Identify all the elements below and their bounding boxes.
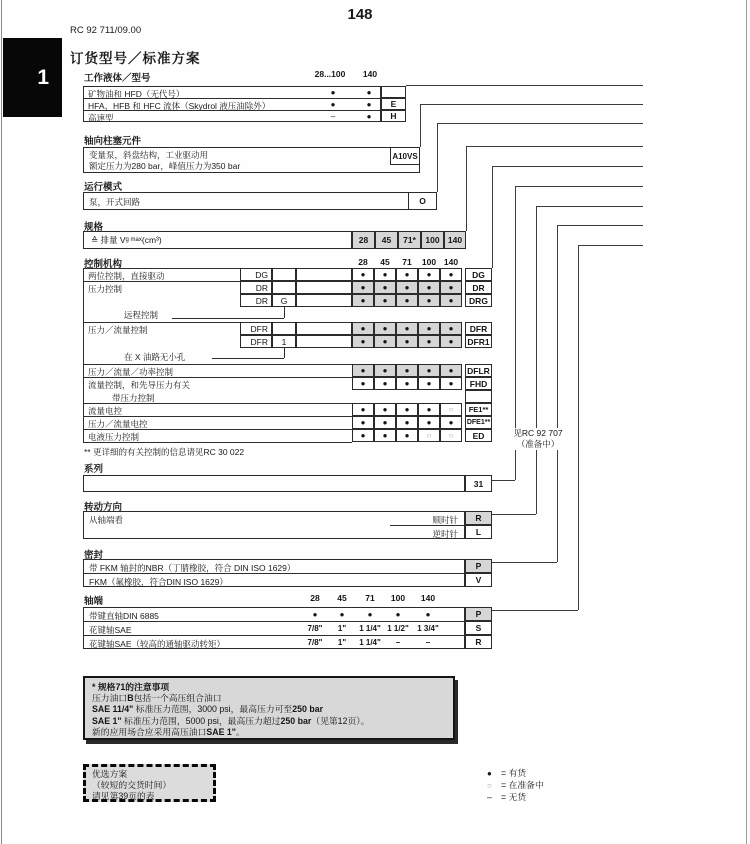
- availability-dot: ●: [396, 416, 418, 429]
- availability-dot: ●: [396, 403, 418, 416]
- mode-label: 泵，开式回路: [89, 197, 141, 207]
- control-note-label: 远程控制: [124, 310, 159, 320]
- connector-series-stub: [492, 480, 515, 481]
- series-table-frame: [83, 475, 465, 492]
- availability-dot: ●: [374, 377, 396, 390]
- availability-circle: ○: [440, 403, 462, 416]
- availability-dot: ●: [418, 416, 440, 429]
- series-header: 系列: [84, 464, 104, 475]
- preferred-line2: （较短的交货时间）: [92, 780, 172, 790]
- fluid-col1-header: 28...100: [314, 69, 346, 79]
- availability-dot: ●: [312, 609, 318, 619]
- availability-dot: ●: [418, 294, 440, 307]
- connector-size: [466, 146, 643, 147]
- size-code-cell: 140: [444, 231, 466, 249]
- control-code-cell: DR: [465, 281, 492, 294]
- availability-dot: ●: [396, 294, 418, 307]
- seals-row-label: 带 FKM 轴封的NBR（丁腈橡胶，符合 DIN ISO 1629）: [89, 563, 296, 573]
- availability-dot: ●: [366, 111, 372, 121]
- fluid-col2-header: 140: [362, 69, 378, 79]
- availability-dot: ●: [418, 364, 440, 377]
- availability-dot: ●: [339, 609, 345, 619]
- connector-seals: [557, 225, 643, 226]
- availability-dot: ●: [374, 294, 396, 307]
- size71-note-box: [83, 676, 455, 740]
- chapter-tab: [3, 38, 62, 117]
- availability-dot: ●: [396, 268, 418, 281]
- shaft-header: 轴端: [84, 596, 104, 607]
- availability-dot: ●: [418, 335, 440, 348]
- legend-item: [487, 790, 526, 803]
- remote-control-pointer-line: [172, 318, 284, 319]
- availability-dot: ●: [396, 281, 418, 294]
- connector-shaft: [578, 245, 643, 246]
- control-row-label: 压力控制: [88, 284, 123, 294]
- control-gap-cell: [296, 268, 352, 281]
- control-row-label: 压力／流量控制: [88, 325, 148, 335]
- availability-dot: ●: [395, 609, 401, 619]
- control-col-header: 100: [421, 256, 437, 267]
- page-left-edge: [1, 0, 2, 844]
- availability-dot: ●: [352, 403, 374, 416]
- control-row-label: 两位控制，直接驱动: [88, 271, 165, 281]
- availability-dot: ●: [396, 377, 418, 390]
- connector-shaft-v: [578, 245, 579, 610]
- control-row-label: 压力／流量／功率控制: [88, 367, 174, 377]
- shaft-code-cell: P: [465, 607, 492, 621]
- shaft-size-value: 1": [337, 637, 347, 647]
- availability-dot: ●: [440, 364, 462, 377]
- control-col-header: 28: [358, 256, 368, 267]
- availability-dot: ●: [440, 268, 462, 281]
- control-subcode1: DFR: [240, 335, 272, 348]
- side-note-line1: 见RC 92 707: [513, 428, 563, 438]
- availability-dot: ●: [367, 609, 373, 619]
- control-code-cell: DRG: [465, 294, 492, 307]
- preferred-line1: 优选方案: [92, 769, 128, 779]
- control-code-cell: DFLR: [465, 364, 492, 377]
- side-note: [498, 428, 578, 450]
- shaft-size-value: 7/8": [307, 637, 323, 647]
- availability-dot: ●: [330, 87, 336, 97]
- availability-dot: ●: [440, 416, 462, 429]
- control-col-header: 45: [380, 256, 390, 267]
- seals-code-cell: P: [465, 559, 492, 573]
- availability-dot: ●: [374, 416, 396, 429]
- control-subcode1: DFR: [240, 322, 272, 335]
- preferred-program-box: [83, 764, 216, 802]
- filled-dot-icon: ●: [487, 769, 492, 778]
- availability-dot: ●: [418, 268, 440, 281]
- availability-dot: ●: [352, 281, 374, 294]
- control-gap-cell: [296, 335, 352, 348]
- connector-mode: [437, 123, 643, 124]
- no-orifice-pointer-hook: [284, 348, 285, 358]
- control-row-sep: [83, 416, 352, 417]
- availability-dot: ●: [352, 377, 374, 390]
- control-col-header: 140: [443, 256, 459, 267]
- control-subcode2: [272, 322, 296, 335]
- availability-dot: ●: [352, 364, 374, 377]
- availability-dot: ●: [396, 429, 418, 442]
- rotation-code-cell: R: [465, 511, 492, 525]
- page-number: 148: [347, 6, 373, 23]
- control-gap-cell: [296, 281, 352, 294]
- availability-dot: ●: [374, 429, 396, 442]
- rotation-header: 转动方向: [84, 502, 123, 513]
- control-subcode2: G: [272, 294, 296, 307]
- control-code-cell: DG: [465, 268, 492, 281]
- shaft-row-label: 带键直轴DIN 6885: [89, 611, 159, 621]
- control-row-label: 电液压力控制: [88, 432, 140, 442]
- availability-dot: ●: [352, 429, 374, 442]
- size-code-cell: 45: [375, 231, 398, 249]
- control-code-cell: FHD: [465, 377, 492, 390]
- availability-dot: ●: [352, 268, 374, 281]
- control-subcode1: DR: [240, 294, 272, 307]
- fluid-row-label: 高速型: [88, 113, 114, 123]
- availability-dot: ●: [352, 322, 374, 335]
- mode-code-cell: O: [408, 192, 437, 210]
- connector-series: [515, 186, 643, 187]
- legend-text: = 在准备中: [501, 780, 544, 790]
- connector-seals-v: [557, 225, 558, 562]
- connector-rotation-stub: [492, 514, 536, 515]
- availability-circle: ○: [440, 429, 462, 442]
- side-note-line2: （准备中）: [516, 439, 560, 449]
- availability-dot: ●: [418, 281, 440, 294]
- fluid-code-cell: [381, 86, 406, 98]
- availability-dot: ●: [374, 281, 396, 294]
- fluid-row-label: HFA、HFB 和 HFC 流体（Skydrol 液压油除外）: [88, 101, 271, 111]
- doc-code: RC 92 711/09.00: [70, 25, 142, 36]
- shaft-size-value: 7/8": [307, 623, 323, 633]
- size-label-prefix: ≙ 排量 V: [91, 235, 126, 245]
- availability-dot: ●: [352, 335, 374, 348]
- availability-dot: ●: [330, 99, 336, 109]
- axial-header: 轴向柱塞元件: [84, 136, 142, 147]
- availability-dot: ●: [374, 364, 396, 377]
- shaft-size-value: 1": [337, 623, 347, 633]
- size-code-cell: 71*: [398, 231, 421, 249]
- control-subcode2: [272, 281, 296, 294]
- control-group-sep: [83, 364, 352, 365]
- shaft-col-header: 100: [390, 592, 406, 603]
- connector-seals-stub: [492, 562, 557, 563]
- remote-control-pointer-hook: [284, 307, 285, 318]
- connector-fluid: [406, 85, 643, 86]
- fluid-code-cell: E: [381, 98, 406, 110]
- control-code-cell: FE1**: [465, 403, 492, 416]
- availability-dot: ●: [418, 403, 440, 416]
- legend-text: = 有货: [501, 768, 527, 778]
- axial-line2: 额定压力为280 bar，峰值压力为350 bar: [89, 161, 241, 171]
- connector-rotation-v: [536, 206, 537, 514]
- control-code-cell: ED: [465, 429, 492, 442]
- availability-dot: ●: [366, 99, 372, 109]
- connector-shaft-stub: [492, 610, 578, 611]
- fluid-code-cell: H: [381, 110, 406, 122]
- control-gap-cell: [296, 294, 352, 307]
- connector-mode-v: [437, 123, 438, 192]
- control-gap-cell: [296, 322, 352, 335]
- connector-rotation: [536, 206, 643, 207]
- dash-icon: –: [487, 792, 492, 802]
- shaft-col-header: 71: [365, 592, 375, 603]
- shaft-col-header: 28: [310, 592, 320, 603]
- seals-header: 密封: [84, 550, 104, 561]
- rotation-ccw-label: 逆时针: [432, 529, 458, 539]
- availability-dot: ●: [374, 403, 396, 416]
- seals-code-cell: V: [465, 573, 492, 587]
- availability-dot: ●: [418, 377, 440, 390]
- availability-dot: ●: [366, 87, 372, 97]
- control-header: 控制机构: [84, 259, 123, 270]
- control-row-label: 流量电控: [88, 406, 123, 416]
- control-note-label: 带压力控制: [112, 393, 155, 403]
- fluid-row-label: 矿物油和 HFD（无代号）: [88, 89, 185, 99]
- shaft-col-header: 140: [420, 592, 436, 603]
- shaft-code-cell: R: [465, 635, 492, 649]
- availability-dot: ●: [425, 609, 431, 619]
- availability-dot: ●: [374, 322, 396, 335]
- axial-line1: 变量泵，斜盘结构，工业驱动用: [89, 150, 209, 160]
- note-box-line3: SAE 11/4" 标准压力范围，3000 psi，最高压力可至250 bar: [92, 704, 324, 715]
- control-subcode1: DR: [240, 281, 272, 294]
- preferred-line3: 请见第39页的表: [92, 791, 155, 801]
- size-label-sub: g max: [125, 237, 142, 243]
- availability-dot: ●: [418, 322, 440, 335]
- control-code-cell-empty: [465, 390, 492, 403]
- shaft-size-value: 1 1/4": [359, 637, 381, 647]
- connector-size-v: [466, 146, 467, 231]
- shaft-code-cell: S: [465, 621, 492, 635]
- connector-axial-v: [420, 104, 421, 147]
- control-row-label: 压力／流量电控: [88, 419, 148, 429]
- shaft-size-value: –: [395, 637, 401, 647]
- mode-header: 运行模式: [84, 182, 123, 193]
- availability-dot: ●: [374, 335, 396, 348]
- control-top-border: [83, 268, 240, 269]
- control-footnote: ** 更详细的有关控制的信息请见RC 30 022: [84, 447, 245, 457]
- availability-dot: ●: [440, 377, 462, 390]
- rotation-label: 从轴端看: [89, 515, 124, 525]
- shaft-size-value: 1 1/2": [387, 623, 409, 633]
- control-subcode2: [272, 268, 296, 281]
- availability-dot: ●: [396, 335, 418, 348]
- note-box-line5: 新的应用场合应采用高压油口SAE 1"。: [92, 726, 245, 737]
- size-label-suffix: (cm³): [141, 235, 162, 245]
- control-col-header: 71: [402, 256, 412, 267]
- control-note-label: 在 X 油路无小孔: [124, 352, 186, 362]
- shaft-col-header: 45: [337, 592, 347, 603]
- rotation-code-cell: L: [465, 525, 492, 539]
- availability-dot: ●: [440, 281, 462, 294]
- availability-dot: ●: [440, 322, 462, 335]
- size-header: 规格: [84, 222, 104, 233]
- availability-dash: –: [330, 111, 336, 121]
- open-circle-icon: ○: [487, 781, 492, 790]
- size-label: [83, 231, 352, 249]
- connector-control: [492, 166, 643, 167]
- chapter-tab-number: 1: [37, 65, 49, 89]
- availability-circle: ○: [418, 429, 440, 442]
- shaft-row-label: 花键轴SAE（较高的通轴驱动转矩）: [89, 639, 226, 649]
- connector-control-v: [492, 166, 493, 268]
- rotation-cw-label: 顺时针: [432, 515, 458, 525]
- availability-dot: ●: [396, 322, 418, 335]
- note-box-line4: SAE 1" 标准压力范围，5000 psi，最高压力超过250 bar（见第12页）。: [92, 715, 370, 726]
- legend-text: = 无货: [501, 792, 527, 802]
- fluid-header: 工作液体／型号: [84, 73, 151, 84]
- control-subcode2: 1: [272, 335, 296, 348]
- axial-code-cell: A10VS: [390, 147, 420, 165]
- control-code-cell: DFE1**: [465, 416, 492, 429]
- series-code-cell: 31: [465, 475, 492, 492]
- shaft-size-value: 1 3/4": [417, 623, 439, 633]
- availability-dot: ●: [396, 364, 418, 377]
- availability-dot: ●: [352, 416, 374, 429]
- page-title: 订货型号／标准方案: [70, 51, 201, 66]
- shaft-size-value: 1 1/4": [359, 623, 381, 633]
- availability-dot: ●: [352, 294, 374, 307]
- control-code-cell: DFR1: [465, 335, 492, 348]
- control-subcode1: DG: [240, 268, 272, 281]
- control-code-cell: DFR: [465, 322, 492, 335]
- shaft-row-label: 花键轴SAE: [89, 625, 132, 635]
- shaft-size-value: –: [425, 637, 431, 647]
- seals-row-label: FKM（氟橡胶，符合DIN ISO 1629）: [89, 577, 228, 587]
- connector-axial: [420, 104, 643, 105]
- availability-dot: ●: [440, 335, 462, 348]
- size-code-cell: 100: [421, 231, 444, 249]
- availability-dot: ●: [374, 268, 396, 281]
- size-code-cell: 28: [352, 231, 375, 249]
- availability-dot: ●: [440, 294, 462, 307]
- rotation-row-sep: [390, 525, 465, 526]
- no-orifice-pointer-line: [212, 358, 284, 359]
- note-box-line2: 压力油口B包括一个高压组合油口: [92, 693, 222, 704]
- page-right-edge: [746, 0, 747, 844]
- note-box-title: * 规格71的注意事项: [92, 682, 170, 692]
- control-row-label: 流量控制，和先导压力有关: [88, 380, 191, 390]
